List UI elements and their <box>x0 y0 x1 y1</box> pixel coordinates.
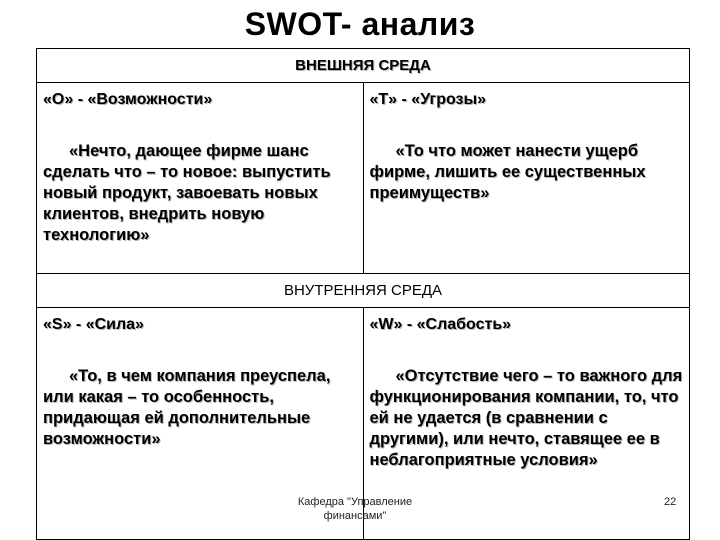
external-header: ВНЕШНЯЯ СРЕДА <box>37 49 690 83</box>
swot-table <box>36 48 690 540</box>
opportunities-title: «О» - «Возможности» <box>43 91 213 108</box>
internal-header: ВНУТРЕННЯЯ СРЕДА <box>37 274 690 308</box>
internal-header-row <box>37 274 690 308</box>
weaknesses-text: «Отсутствие чего – то важного для функционирования компании, то, что ей не удается (в сравнении с другими), или нечто, ставящее ее в неблагоприятные условия» <box>369 367 683 469</box>
threats-title: «T» - «Угрозы» <box>369 91 487 108</box>
external-header-row <box>37 49 690 83</box>
footer-department: Кафедра "Управление финансами" <box>297 496 413 522</box>
opportunities-text: «Нечто, дающее фирме шанс сделать что – то новое: выпустить новый продукт, завоевать новых клиентов, внедрить новую технологию» <box>43 142 331 244</box>
slide-title: SWOT- анализ <box>244 6 476 42</box>
external-row <box>37 83 690 274</box>
strengths-text: «То, в чем компания преуспела, или какая – то особенность, придающая ей дополнительные возможности» <box>43 367 331 448</box>
opportunities-cell <box>37 83 364 274</box>
threats-cell <box>363 83 690 274</box>
threats-text: «То что может нанести ущерб фирме, лишить ее существенных преимуществ» <box>369 142 646 202</box>
weaknesses-title: «W» - «Слабость» <box>369 316 512 333</box>
strengths-title: «S» - «Сила» <box>43 316 144 333</box>
page-number: 22 <box>664 496 677 508</box>
